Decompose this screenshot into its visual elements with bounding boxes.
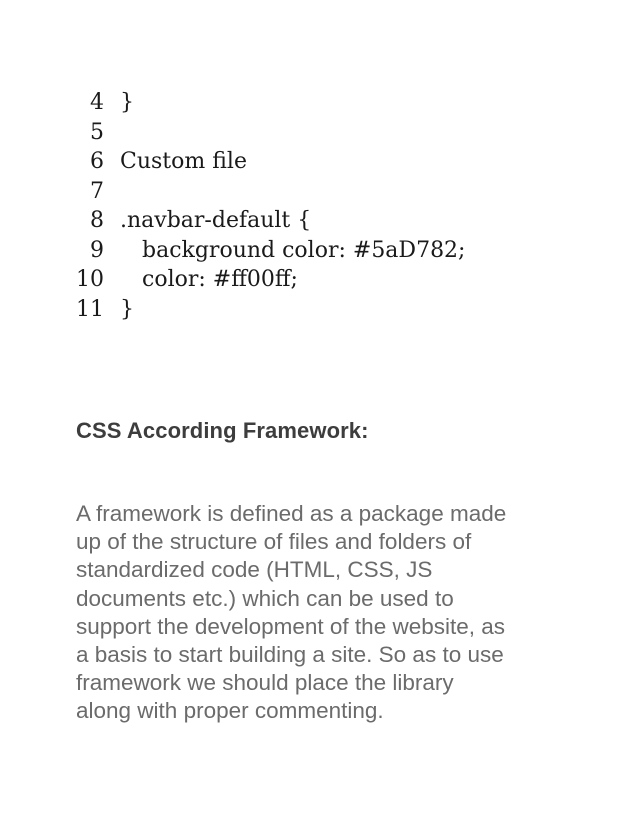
paragraph-line: up of the structure of files and folders of	[76, 529, 472, 555]
code-text: }	[120, 296, 134, 322]
paragraph-line: documents etc.) which can be used to	[76, 585, 454, 611]
code-line	[70, 118, 465, 148]
code-line	[70, 88, 465, 118]
code-line	[70, 147, 465, 177]
line-number: 8	[90, 208, 104, 233]
code-line	[70, 295, 465, 325]
code-text: background color: #5aD782;	[142, 237, 466, 263]
paragraph-line: standardized code (HTML, CSS, JS	[76, 557, 433, 583]
code-text	[104, 118, 120, 148]
code-line	[70, 236, 465, 266]
paragraph-line: framework we should place the library	[76, 670, 454, 696]
section-paragraph	[76, 500, 596, 726]
code-line	[70, 177, 465, 207]
line-number: 6	[90, 149, 104, 174]
code-line	[70, 265, 465, 295]
code-text: .navbar-default {	[120, 208, 312, 233]
line-number: 7	[90, 178, 104, 204]
section-heading: CSS According Framework:	[76, 418, 369, 443]
code-text: }	[120, 90, 134, 115]
line-number: 11	[76, 296, 104, 322]
paragraph-line: A framework is defined as a package made	[76, 501, 507, 526]
paragraph-line: support the development of the website, as	[76, 613, 506, 639]
code-snippet	[70, 88, 465, 324]
line-number: 9	[90, 237, 104, 263]
paragraph-line: along with proper commenting.	[76, 698, 384, 724]
code-text: color: #ff00ff;	[142, 267, 298, 292]
line-number: 4	[90, 90, 104, 115]
code-text	[104, 177, 120, 207]
code-text: Custom file	[120, 149, 247, 174]
line-number: 10	[76, 267, 104, 292]
paragraph-line: a basis to start building a site. So as to use	[76, 642, 504, 668]
line-number: 5	[90, 119, 104, 145]
code-line	[70, 206, 465, 236]
